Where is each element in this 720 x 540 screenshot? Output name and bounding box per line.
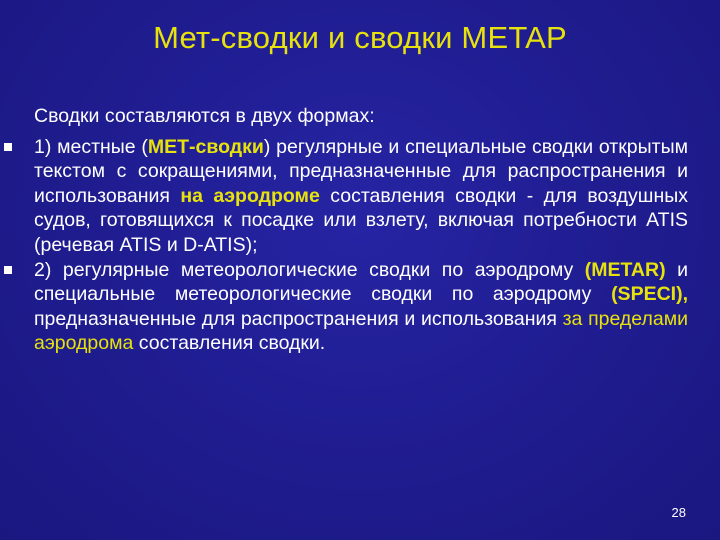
- intro-text: Сводки составляются в двух формах:: [34, 105, 375, 127]
- bullet-item-1: [34, 135, 688, 258]
- item2-highlight-metar: (METAR): [584, 258, 666, 281]
- item2-text-2: и специальные метеорологические сводки по аэродрому: [34, 258, 689, 306]
- item2-text-1: 2) регулярные метеорологические сводки по аэродрому: [34, 258, 585, 281]
- item1-text-1: 1) местные (: [34, 135, 148, 158]
- item2-text-4: составления сводки.: [133, 332, 326, 355]
- item2-text-3: предназначенные для распространения и использования: [34, 307, 563, 330]
- item1-text-2: ) регулярные и специальные сводки открытым текстом с сокращениями, предназначенные для распространения и использования: [34, 135, 688, 207]
- item1-text-3: составления сводки - для воздушных судов, готовящихся к посадке или взлету, включая потребности ATIS (речевая ATIS и D-ATIS);: [34, 184, 688, 256]
- item2-highlight-speci: (SPECI),: [611, 283, 688, 306]
- bullet-item-2: [34, 258, 688, 356]
- square-bullet-icon: [4, 266, 12, 274]
- page-number: 28: [671, 505, 686, 520]
- slide-body: [34, 104, 688, 356]
- square-bullet-icon: [4, 143, 12, 151]
- item1-highlight-met: МЕТ-сводки: [147, 135, 264, 158]
- slide-title: Мет-сводки и сводки METAP: [153, 20, 567, 55]
- item1-highlight-aerodrome: на аэродроме: [180, 184, 320, 207]
- item2-highlight-outside: за пределами аэродрома: [34, 307, 689, 355]
